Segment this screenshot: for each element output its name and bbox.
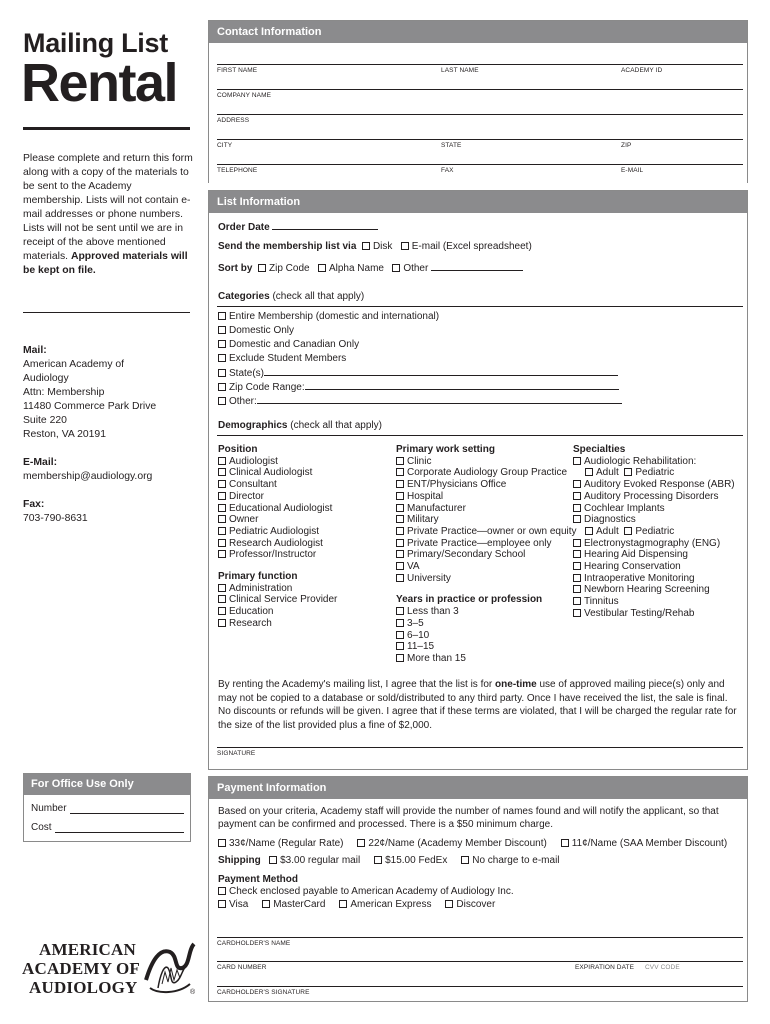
position-item <box>218 479 337 491</box>
category-label: Domestic Only <box>229 325 295 336</box>
category-label: Entire Membership (domestic and international) <box>229 311 440 322</box>
logo-line-3: AUDIOLOGY <box>29 978 138 997</box>
position-item <box>218 491 337 503</box>
cardholder-signature-line[interactable] <box>217 986 743 987</box>
specialty-checkbox[interactable] <box>585 468 593 476</box>
specialty-label: Electronystagmography (ENG) <box>584 537 721 549</box>
payment-text-1: Based on your criteria, Academy staff will provide the number of names found and will notify the applicant, so that <box>218 806 719 817</box>
category-checkbox[interactable] <box>218 369 226 377</box>
fax-number: 703-790-8631 <box>23 513 88 524</box>
work-label: Manufacturer <box>407 502 466 514</box>
work-checkbox[interactable] <box>396 527 404 535</box>
category-checkbox[interactable] <box>218 326 226 334</box>
office-number-label: Number <box>31 803 67 814</box>
work-item <box>396 526 577 538</box>
work-label: Private Practice—owner or own equity <box>407 525 577 537</box>
work-label: Hospital <box>407 490 444 502</box>
specialty-checkbox[interactable] <box>573 504 581 512</box>
position-item <box>218 456 337 468</box>
categories-note: (check all that apply) <box>269 291 365 302</box>
alpha-name-checkbox[interactable] <box>318 264 326 272</box>
list-title: List Information <box>209 191 747 213</box>
work-item <box>396 561 577 573</box>
fax-heading: Fax: <box>23 499 45 510</box>
zip-code-label: Zip Code <box>269 263 310 274</box>
position-item <box>218 526 337 538</box>
specialty-label: Newborn Hearing Screening <box>584 584 710 596</box>
function-checkbox[interactable] <box>218 595 226 603</box>
specialty-checkbox[interactable] <box>573 457 581 465</box>
office-use-box <box>23 773 191 842</box>
work-item <box>396 573 577 585</box>
position-checkbox[interactable] <box>218 480 226 488</box>
disk-checkbox[interactable] <box>362 242 370 250</box>
title-divider <box>23 127 190 130</box>
contact-title: Contact Information <box>209 21 747 43</box>
intro-text <box>23 152 193 278</box>
work-checkbox[interactable] <box>396 539 404 547</box>
specialty-item <box>573 561 735 573</box>
work-label: Clinic <box>407 455 432 467</box>
zip-label: ZIP <box>621 142 632 149</box>
logo-mark-icon <box>138 938 198 998</box>
category-item <box>218 367 618 379</box>
rate-regular-label: 33¢/Name (Regular Rate) <box>229 838 344 849</box>
function-label: Clinical Service Provider <box>229 594 338 606</box>
years-item <box>396 606 577 618</box>
cardholder-name-label: CARDHOLDER'S NAME <box>217 940 291 947</box>
work-label: Corporate Audiology Group Practice <box>407 467 568 479</box>
specialty-label: Hearing Conservation <box>584 561 681 573</box>
mail-line: Suite 220 <box>23 415 67 426</box>
categories-heading <box>218 291 364 302</box>
specialty-checkbox[interactable] <box>585 527 593 535</box>
category-item <box>218 325 294 336</box>
ship-regular-label: $3.00 regular mail <box>280 855 361 866</box>
specialty-sub-item <box>573 467 735 479</box>
cvv-label: CVV CODE <box>645 964 680 971</box>
card-number-label: CARD NUMBER <box>217 964 267 971</box>
category-label: Zip Code Range: <box>229 382 305 393</box>
sort-by-label: Sort by <box>218 263 253 274</box>
category-item <box>218 353 346 364</box>
work-checkbox[interactable] <box>396 504 404 512</box>
email-address: membership@audiology.org <box>23 471 153 482</box>
demographics-divider <box>217 435 743 436</box>
function-item <box>218 618 337 630</box>
function-item <box>218 583 337 595</box>
work-checkbox[interactable] <box>396 457 404 465</box>
agreement-bold: one-time <box>495 679 537 690</box>
position-label: Clinical Audiologist <box>229 467 313 479</box>
office-cost-label: Cost <box>31 822 52 833</box>
work-checkbox[interactable] <box>396 492 404 500</box>
signature-line[interactable] <box>217 747 743 748</box>
rate-member-label: 22¢/Name (Academy Member Discount) <box>368 838 547 849</box>
left-divider <box>23 312 190 313</box>
function-heading: Primary function <box>218 571 298 583</box>
email-option-label: E-mail (Excel spreadsheet) <box>411 241 532 252</box>
specialty-item <box>573 608 735 620</box>
position-checkbox[interactable] <box>218 504 226 512</box>
specialty-item <box>573 596 735 608</box>
check-label: Check enclosed payable to American Academy of Audiology Inc. <box>229 886 514 897</box>
rate-regular-checkbox[interactable] <box>218 839 226 847</box>
specialty-checkbox[interactable] <box>624 468 632 476</box>
function-checkbox[interactable] <box>218 619 226 627</box>
category-item <box>218 395 622 407</box>
specialty-label: Audiologic Rehabilitation: <box>584 455 697 467</box>
work-item <box>396 514 577 526</box>
check-checkbox[interactable] <box>218 887 226 895</box>
position-item <box>218 503 337 515</box>
position-item <box>218 549 337 561</box>
payment-method-label: Payment Method <box>218 874 299 885</box>
zip-code-checkbox[interactable] <box>258 264 266 272</box>
category-checkbox[interactable] <box>218 312 226 320</box>
signature-label: SIGNATURE <box>217 750 256 757</box>
specialty-item <box>573 584 735 596</box>
category-label: State(s) <box>229 368 265 379</box>
position-item <box>218 514 337 526</box>
position-checkbox[interactable] <box>218 492 226 500</box>
specialty-label: Auditory Processing Disorders <box>584 490 719 502</box>
mail-line: American Academy of <box>23 359 125 370</box>
years-checkbox[interactable] <box>396 607 404 615</box>
specialty-label: Pediatric <box>635 467 675 479</box>
payment-title: Payment Information <box>209 777 747 799</box>
sort-by-row <box>218 262 523 274</box>
ship-email-label: No charge to e-mail <box>472 855 560 866</box>
position-label: Pediatric Audiologist <box>229 525 320 537</box>
years-item <box>396 618 577 630</box>
work-heading: Primary work setting <box>396 444 495 455</box>
office-cost-field[interactable] <box>31 821 184 833</box>
function-item <box>218 606 337 618</box>
demographics-heading <box>218 420 382 431</box>
aaa-logo <box>22 938 197 1000</box>
title-rental: Rental <box>21 53 178 113</box>
disk-label: Disk <box>372 241 393 252</box>
category-label: Other: <box>229 396 257 407</box>
mail-line: Attn: Membership <box>23 387 105 398</box>
mail-heading: Mail: <box>23 345 47 356</box>
work-checkbox[interactable] <box>396 574 404 582</box>
email-checkbox[interactable] <box>401 242 409 250</box>
other-sort-checkbox[interactable] <box>392 264 400 272</box>
function-label: Administration <box>229 582 293 594</box>
send-via-row <box>218 241 532 252</box>
mail-line: 11480 Commerce Park Drive <box>23 401 157 412</box>
title-mailing-list: Mailing List <box>23 28 168 58</box>
rate-saa-checkbox[interactable] <box>561 839 569 847</box>
logo-line-1: AMERICAN <box>39 940 136 959</box>
agreement-post: use of approved mailing piece(s) only and may not be copied to a database or sold/distributed to any third party. Once I have received the list, the sale is final. No discounts or refunds will be given. I agree that if these terms are violated, that I will be charged the regular rate for the size of the list provided plus a fine of $2,000. <box>218 679 737 731</box>
work-label: Military <box>407 514 439 526</box>
specialties-heading: Specialties <box>573 444 626 455</box>
work-label: Primary/Secondary School <box>407 549 526 561</box>
specialty-item <box>573 573 735 585</box>
state-label: STATE <box>441 142 462 149</box>
agreement-pre: By renting the Academy's mailing list, I agree that the list is for <box>218 679 496 690</box>
company-label: COMPANY NAME <box>217 92 272 99</box>
specialty-item <box>573 514 735 526</box>
office-title: For Office Use Only <box>24 774 190 795</box>
position-item <box>218 467 337 479</box>
academy-id-label: ACADEMY ID <box>621 67 663 74</box>
registered-mark: ® <box>190 989 196 996</box>
address-line[interactable] <box>217 114 743 115</box>
expiration-label: EXPIRATION DATE <box>575 964 635 971</box>
specialty-checkbox[interactable] <box>573 492 581 500</box>
visa-label: Visa <box>229 899 249 910</box>
specialty-label: Auditory Evoked Response (ABR) <box>584 479 735 491</box>
shipping-label: Shipping <box>218 855 261 866</box>
categories-divider <box>217 306 743 307</box>
alpha-name-label: Alpha Name <box>328 263 384 274</box>
position-checkbox[interactable] <box>218 550 226 558</box>
years-label: 11–15 <box>407 641 435 653</box>
position-checkbox[interactable] <box>218 457 226 465</box>
position-checkbox[interactable] <box>218 527 226 535</box>
years-checkbox[interactable] <box>396 619 404 627</box>
specialty-item <box>573 456 735 468</box>
category-checkbox[interactable] <box>218 354 226 362</box>
specialty-label: Adult <box>596 525 619 537</box>
category-checkbox[interactable] <box>218 397 226 405</box>
zip-range-input[interactable] <box>305 381 619 390</box>
specialty-item <box>573 479 735 491</box>
work-item <box>396 538 577 550</box>
logo-line-2: ACADEMY OF <box>22 959 140 978</box>
position-label: Consultant <box>229 479 277 491</box>
category-item <box>218 339 359 350</box>
mastercard-label: MasterCard <box>273 899 326 910</box>
order-date-row <box>218 221 378 233</box>
work-item <box>396 549 577 561</box>
category-label: Domestic and Canadian Only <box>229 339 360 350</box>
function-checkbox[interactable] <box>218 607 226 615</box>
ship-regular-checkbox[interactable] <box>269 856 277 864</box>
specialty-checkbox[interactable] <box>573 597 581 605</box>
city-label: CITY <box>217 142 233 149</box>
specialty-item <box>573 503 735 515</box>
work-checkbox[interactable] <box>396 480 404 488</box>
specialty-label: Hearing Aid Dispensing <box>584 549 688 561</box>
years-checkbox[interactable] <box>396 631 404 639</box>
category-checkbox[interactable] <box>218 340 226 348</box>
specialty-checkbox[interactable] <box>624 527 632 535</box>
categories-label: Categories <box>218 291 270 302</box>
specialty-label: Pediatric <box>635 525 675 537</box>
position-label: Director <box>229 490 265 502</box>
order-date-label: Order Date <box>218 222 270 233</box>
position-label: Professor/Instructor <box>229 549 317 561</box>
amex-checkbox[interactable] <box>339 900 347 908</box>
function-label: Education <box>229 606 274 618</box>
specialty-sub-item <box>573 526 735 538</box>
position-column <box>218 444 337 630</box>
rate-row <box>218 837 727 851</box>
mail-line: Audiology <box>23 373 69 384</box>
work-item <box>396 456 577 468</box>
position-checkbox[interactable] <box>218 468 226 476</box>
send-via-label: Send the membership list via <box>218 241 357 252</box>
visa-checkbox[interactable] <box>218 900 226 908</box>
years-label: 3–5 <box>407 617 424 629</box>
years-heading: Years in practice or profession <box>396 594 543 606</box>
last-name-label: LAST NAME <box>441 67 479 74</box>
ship-fedex-checkbox[interactable] <box>374 856 382 864</box>
category-checkbox[interactable] <box>218 383 226 391</box>
telephone-label: TELEPHONE <box>217 167 258 174</box>
specialty-checkbox[interactable] <box>573 515 581 523</box>
mail-info <box>23 344 193 526</box>
cardholder-name-line[interactable] <box>217 937 743 938</box>
demographics-note: (check all that apply) <box>287 420 382 431</box>
specialty-label: Diagnostics <box>584 514 636 526</box>
check-row <box>218 885 514 899</box>
position-label: Owner <box>229 514 259 526</box>
category-item <box>218 311 439 322</box>
intro-body: Please complete and return this form along with a copy of the materials to be sent to the Academy membership. Lists will not contain e-mail addresses or phone numbers. Lists will not be sent until we are in receipt of the above mentioned materials. <box>23 153 193 262</box>
card-number-line[interactable] <box>217 961 743 962</box>
years-checkbox[interactable] <box>396 642 404 650</box>
work-item <box>396 479 577 491</box>
agreement-text <box>218 678 742 732</box>
work-label: Private Practice—employee only <box>407 537 552 549</box>
name-line[interactable] <box>217 64 743 65</box>
work-checkbox[interactable] <box>396 550 404 558</box>
office-number-field[interactable] <box>31 802 184 814</box>
other-sort-input[interactable] <box>431 262 523 271</box>
specialty-checkbox[interactable] <box>573 562 581 570</box>
work-checkbox[interactable] <box>396 468 404 476</box>
specialty-checkbox[interactable] <box>573 550 581 558</box>
years-item <box>396 653 577 665</box>
logo-text <box>22 940 140 997</box>
intro-bold: Approved materials will be kept on file. <box>23 251 188 276</box>
years-label: More than 15 <box>407 652 466 664</box>
fax-label: FAX <box>441 167 454 174</box>
specialty-label: Adult <box>596 467 619 479</box>
specialty-item <box>573 491 735 503</box>
work-label: ENT/Physicians Office <box>407 479 507 491</box>
states-input[interactable] <box>264 367 618 376</box>
specialty-label: Cochlear Implants <box>584 502 665 514</box>
rate-member-checkbox[interactable] <box>357 839 365 847</box>
demographics-label: Demographics <box>218 420 288 431</box>
ship-email-checkbox[interactable] <box>461 856 469 864</box>
work-setting-column <box>396 444 577 665</box>
position-checkbox[interactable] <box>218 515 226 523</box>
cardholder-signature-label: CARDHOLDER'S SIGNATURE <box>217 989 310 996</box>
city-line[interactable] <box>217 139 743 140</box>
work-item <box>396 491 577 503</box>
position-label: Audiologist <box>229 455 278 467</box>
specialty-checkbox[interactable] <box>573 539 581 547</box>
position-checkbox[interactable] <box>218 539 226 547</box>
specialty-checkbox[interactable] <box>573 609 581 617</box>
contact-section <box>208 20 748 183</box>
work-label: VA <box>407 561 420 573</box>
phone-line[interactable] <box>217 164 743 165</box>
specialty-checkbox[interactable] <box>573 574 581 582</box>
function-label: Research <box>229 617 272 629</box>
category-item <box>218 381 619 393</box>
work-label: University <box>407 572 451 584</box>
address-label: ADDRESS <box>217 117 250 124</box>
position-item <box>218 538 337 550</box>
work-item <box>396 503 577 515</box>
mail-line: Reston, VA 20191 <box>23 429 106 440</box>
company-line[interactable] <box>217 89 743 90</box>
years-label: Less than 3 <box>407 606 459 618</box>
work-checkbox[interactable] <box>396 562 404 570</box>
payment-text-2: payment can be confirmed and processed. There is a $50 minimum charge. <box>218 819 553 830</box>
first-name-label: FIRST NAME <box>217 67 258 74</box>
specialty-checkbox[interactable] <box>573 585 581 593</box>
work-item <box>396 467 577 479</box>
shipping-row <box>218 854 560 868</box>
position-label: Research Audiologist <box>229 537 323 549</box>
position-label: Educational Audiologist <box>229 502 333 514</box>
mastercard-checkbox[interactable] <box>262 900 270 908</box>
specialty-checkbox[interactable] <box>573 480 581 488</box>
other-sort-label: Other <box>403 263 429 274</box>
order-date-input[interactable] <box>272 221 378 230</box>
years-label: 6–10 <box>407 629 430 641</box>
years-checkbox[interactable] <box>396 654 404 662</box>
specialty-label: Vestibular Testing/Rehab <box>584 607 695 619</box>
list-section <box>208 190 748 770</box>
payment-section <box>208 776 748 1002</box>
function-item <box>218 594 337 606</box>
specialties-column <box>573 444 735 620</box>
other-category-input[interactable] <box>257 395 622 404</box>
card-type-row <box>218 898 495 912</box>
position-heading: Position <box>218 444 258 455</box>
discover-label: Discover <box>456 899 496 910</box>
discover-checkbox[interactable] <box>445 900 453 908</box>
ship-fedex-label: $15.00 FedEx <box>385 855 448 866</box>
years-item <box>396 641 577 653</box>
email-heading: E-Mail: <box>23 457 58 468</box>
specialty-item <box>573 549 735 561</box>
category-label: Exclude Student Members <box>229 353 347 364</box>
work-checkbox[interactable] <box>396 515 404 523</box>
specialty-label: Tinnitus <box>584 596 619 608</box>
email-label: E-MAIL <box>621 167 644 174</box>
function-checkbox[interactable] <box>218 584 226 592</box>
rate-saa-label: 11¢/Name (SAA Member Discount) <box>571 838 728 849</box>
specialty-label: Intraoperative Monitoring <box>584 572 695 584</box>
amex-label: American Express <box>350 899 432 910</box>
years-item <box>396 630 577 642</box>
specialty-item <box>573 538 735 550</box>
